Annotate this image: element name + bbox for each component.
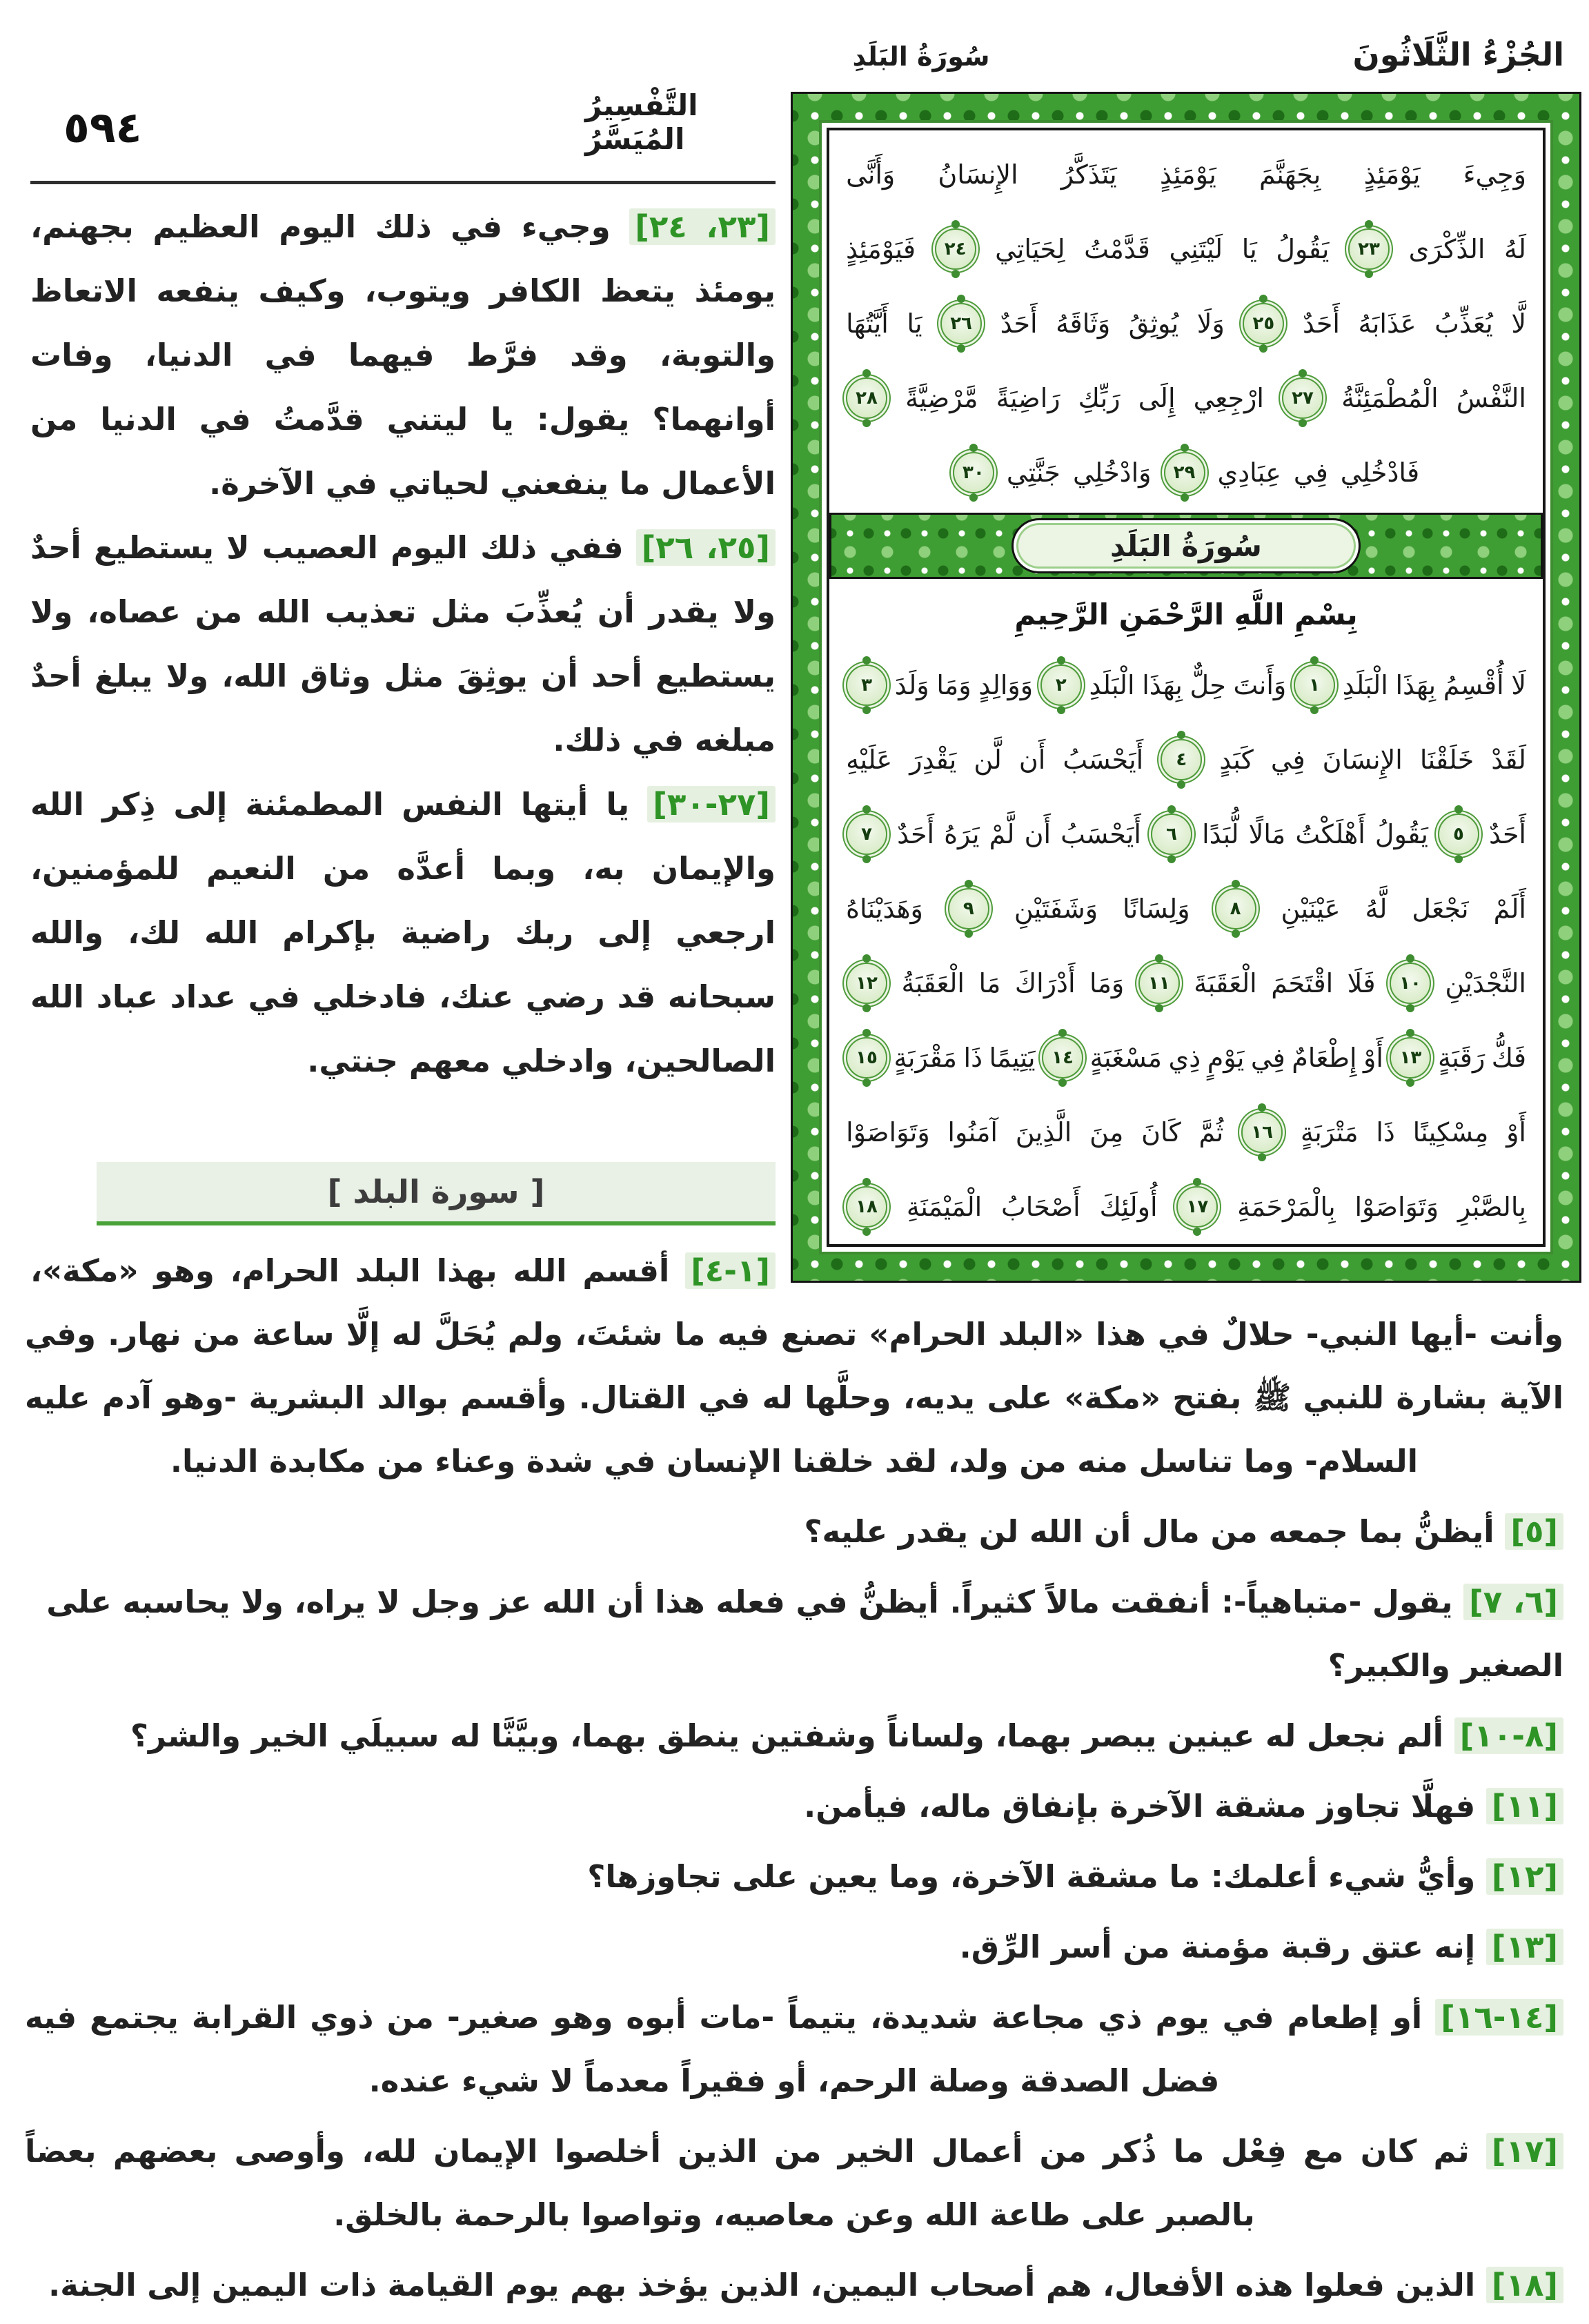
quran-word: بِهَذَا [1142,670,1183,700]
verse-ref-badge: [١٢] [1486,1858,1563,1895]
quran-word: وَلِسَانًا [1123,894,1190,924]
commentary-paragraph: [١٨] الذين فعلوا هذه الأفعال، هم أصحاب اليمين، الذين يؤخذ بهم يوم القيامة ذات اليمين إلى الجنة. [25,2254,1563,2317]
quran-word: لَهُ [1504,234,1526,264]
ayah-number-medallion: ٣٠ [953,452,994,493]
ayah-number-medallion: ٧ [846,814,887,855]
verse-ref-badge: [٥] [1505,1513,1563,1550]
quran-word: كَانَ [1141,1117,1181,1148]
quran-word: اقْتَحَمَ [1271,968,1334,998]
quran-word: بِالْمَرْحَمَةِ [1237,1192,1336,1222]
quran-word: يَا [907,308,922,339]
ayah-number-medallion: ٢٩ [1164,452,1205,493]
quran-word: لَّن [974,745,1002,775]
surah-banner [829,513,1543,579]
quran-frame [791,92,1581,1283]
ayah-number-medallion: ٢٥ [1243,303,1284,344]
quran-word: فَيَوْمَئِذٍ [846,234,916,264]
quran-line [846,1021,1526,1095]
quran-line [846,137,1526,212]
quran-word: ذَا [963,1043,983,1073]
commentary-paragraph: [١٤-١٦] أو إطعام في يوم ذي مجاعة شديدة، يتيماً -مات أبوه وهو صغير- من ذوي القرابة يجتمع فيه فضل الصدقة وصلة الرحم، أو فقيراً معدماً لا شيء عنده. [25,1986,1563,2113]
quran-word: أَوْ [1506,1117,1526,1148]
quran-word: مَسْغَبَةٍ [1089,1043,1163,1073]
quran-word: إِطْعَامٌ [1292,1043,1357,1073]
quran-word: ذَا [1376,1117,1395,1148]
quran-word: وَشَفَتَيْنِ [1014,894,1098,924]
quran-word: الْعَقَبَةَ [1194,968,1257,998]
quran-word: يَتِيمًا [989,1043,1036,1073]
quran-word: أُقْسِمُ [1443,670,1504,700]
quran-line [846,1170,1526,1244]
quran-word: لَيْتَنِي [1169,234,1223,264]
quran-word: يُعَذِّبُ [1434,308,1493,339]
quran-word: وَتَوَاصَوْا [846,1117,930,1148]
full-paragraph-list [25,1500,1563,2317]
quran-word: مَا [978,968,1001,998]
quran-word: لَّمْ [989,819,1015,849]
commentary-paragraph: [١٣] إنه عتق رقبة مؤمنة من أسر الرِّق. [25,1916,1563,1979]
quran-word: الَّذِينَ [1015,1117,1072,1148]
verse-ref-badge: [٨-١٠] [1454,1717,1563,1754]
quran-word: أَيَحْسَبُ [1063,745,1144,775]
ayah-number-medallion: ١٧ [1176,1186,1218,1228]
quran-word: ثُمَّ [1198,1117,1224,1148]
quran-line [846,797,1526,872]
quran-word: آمَنُوا [947,1117,998,1148]
ayah-number-medallion: ١٤ [1042,1037,1083,1079]
quran-word: الْعَقَبَةُ [901,968,965,998]
quran-word: الْبَلَدِ [1342,670,1388,700]
quran-word: يَقُولُ [1374,819,1428,849]
header-rule [30,181,776,184]
quran-line [846,361,1526,435]
quran-word: يَوْمَئِذٍ [1159,159,1216,190]
side-commentary-column [30,195,776,1093]
quran-line [846,1095,1526,1170]
quran-word: أَن [1024,819,1052,849]
ayah-number-medallion: ١١ [1138,963,1180,1004]
quran-word: مَّرْضِيَّةً [905,383,978,413]
quran-word: لُّبَدًا [1202,819,1239,849]
quran-word: لِحَيَاتِي [995,234,1065,264]
quran-line [846,872,1526,946]
ayah-number-medallion: ٢٣ [1348,228,1390,270]
commentary-paragraph: [١٢] وأيُّ شيء أعلمك: ما مشقة الآخرة، وما يعين على تجاوزها؟ [25,1845,1563,1909]
ayah-number-medallion: ١ [1294,664,1335,706]
quran-word: عَلَيْهِ [846,745,893,775]
quran-word: النَّفْسُ [1456,383,1526,413]
commentary-paragraph: [١١] فهلَّا تجاوز مشقة الآخرة بإنفاق ماله، فيأمن. [25,1775,1563,1838]
quran-word: مَالًا [1248,819,1286,849]
quran-word: كَبَدٍ [1219,745,1254,775]
quran-line [846,722,1526,797]
quran-word: إِلَى [1138,383,1176,413]
quran-word: يُوثِقُ [1128,308,1179,339]
quran-line [846,435,1526,510]
quran-word: جَنَّتِي [1006,457,1060,488]
verse-ref-badge: [١٤-١٦] [1435,1999,1563,2036]
commentary-intro-text: أقسم الله بهذا البلد الحرام، وهو «مكة»، [30,1252,670,1289]
ayah-number-medallion: ٤ [1161,739,1202,780]
quran-word: وَلَدَ [894,670,929,700]
quran-word: أَوْ [1363,1043,1383,1073]
quran-word: أَيَحْسَبُ [1060,819,1141,849]
quran-word: وَوَالِدٍ [978,670,1034,700]
commentary-intro-line [30,1239,776,1303]
quran-word: فَادْخُلِي [1340,457,1420,488]
quran-word: لَقَدْ [1491,745,1526,775]
ayah-number-medallion: ٥ [1438,814,1479,855]
quran-word: وَثَاقَهُ [1056,308,1111,339]
quran-word: وَلَا [1196,308,1225,339]
quran-word: يَتَذَكَّرُ [1060,159,1117,190]
quran-word: وَهَدَيْنَاهُ [846,894,923,924]
quran-line [846,212,1526,286]
surah-banner-cartouche: سُورَةُ البَلَدِ [1011,518,1361,573]
quran-word: ذِي [1168,1043,1201,1073]
verse-ref-badge: [٢٥، ٢٦] [636,529,776,566]
quran-word: وَأَنَّى [846,159,896,190]
ayah-number-medallion: ٢٨ [846,377,887,419]
verse-ref-badge: [١٨] [1486,2267,1563,2303]
quran-word: أَدْرَاكَ [1014,968,1076,998]
ayah-number-medallion: ٢ [1040,664,1082,706]
quran-word: أَيَّتُهَا [846,308,889,339]
ayah-number-medallion: ١٥ [846,1037,887,1079]
quran-word: بِهَذَا [1395,670,1437,700]
quran-line [846,648,1526,722]
quran-word: بِالصَّبْرِ [1457,1192,1526,1222]
quran-word: مِنَ [1089,1117,1124,1148]
quran-word: عَذَابَهُ [1358,308,1417,339]
quran-word: فِي [1293,457,1328,488]
quran-word: بِجَهَنَّمَ [1259,159,1321,190]
quran-word: مَتْرَبَةٍ [1300,1117,1359,1148]
commentary-paragraph: [٥] أيظنُّ بما جمعه من مال أن الله لن يقدر عليه؟ [25,1500,1563,1564]
commentary-paragraph: [٢٥، ٢٦] ففي ذلك اليوم العصيب لا يستطيع أحدٌ ولا يقدر أن يُعذِّبَ مثل تعذيب الله من عصاه، ولا يستطيع أحد أن يوثِقَ مثل وثاق الله، ولا يبلغ أحدٌ مبلغه في ذلك. [30,529,776,758]
quran-word: أَحَدٌ [1000,308,1038,339]
quran-word: أَحَدٌ [1489,819,1526,849]
quran-word: الْبَلَدِ [1089,670,1135,700]
verse-ref-badge: [٦، ٧] [1463,1584,1563,1620]
quran-word: يَقْدِرَ [909,745,957,775]
quran-word: وَادْخُلِي [1072,457,1152,488]
quran-word: يَا [1241,234,1257,264]
ayah-number-medallion: ١٦ [1241,1112,1283,1153]
quran-word: مِسْكِينًا [1412,1117,1489,1148]
quran-word: أَحَدٌ [897,819,935,849]
surah-title-top: سُورَةُ البَلَدِ [852,41,990,72]
quran-word: أَهْلَكْتُ [1295,819,1365,849]
quran-word: وَمَا [1089,968,1125,998]
commentary-paragraph: [٨-١٠] ألم نجعل له عينين يبصر بهما، ولساناً وشفتين ينطق بهما، وبيَّنَّا له سبيلَي الخير والشر؟ [25,1704,1563,1768]
quran-word: النَّجْدَيْنِ [1445,968,1526,998]
quran-word: أُولَئِكَ [1099,1192,1158,1222]
quran-word: الذِّكْرَى [1408,234,1486,264]
ayah-number-medallion: ٣ [846,664,887,706]
quran-word: لَّا [1511,308,1526,339]
verse-ref-badge: [١-٤] [685,1252,776,1289]
quran-word: عِبَادِي [1217,457,1281,488]
ayah-number-medallion: ٨ [1215,888,1256,929]
quran-word: حِلٌّ [1190,670,1226,700]
quran-word: أَن [1018,745,1046,775]
quran-word: أَلَمْ [1493,894,1526,924]
verse-ref-badge: [١٣] [1486,1929,1563,1965]
quran-word: فَلَا [1347,968,1376,998]
quran-word: نَجْعَل [1412,894,1469,924]
quran-text-area [827,128,1546,1247]
quran-word: رَقَبَةٍ [1437,1043,1486,1073]
quran-word: أَصْحَابُ [1001,1192,1080,1222]
surah-section-header: [ سورة البلد ] [97,1162,776,1225]
quran-line [846,286,1526,361]
quran-word: أَحَدٌ [1302,308,1340,339]
quran-word: وَأَنتَ [1233,670,1287,700]
commentary-paragraph: [٦، ٧] يقول -متباهياً-: أنفقت مالاً كثيراً. أيظنُّ في فعله هذا أن الله عز وجل لا يراه، ولا يحاسبه على الصغير والكبير؟ [46,1584,1563,1684]
ayah-number-medallion: ١٠ [1390,963,1431,1004]
basmala: بِسْمِ اللَّهِ الرَّحْمَنِ الرَّحِيمِ [1014,598,1358,631]
ayah-number-medallion: ٦ [1151,814,1192,855]
quran-word: الإِنسَانَ [1322,745,1403,775]
quran-word: قَدَّمْتُ [1084,234,1150,264]
ayah-number-medallion: ١٢ [846,963,887,1004]
quran-word: الْمَيْمَنَةِ [906,1192,983,1222]
quran-word: عَيْنَيْنِ [1281,894,1341,924]
ayah-number-medallion: ١٣ [1390,1037,1431,1079]
quran-word: رَبِّكِ [1078,383,1121,413]
quran-word: وَجِيءَ [1463,159,1526,190]
ayah-number-medallion: ٩ [948,888,989,929]
quran-word: فِي [1250,1043,1285,1073]
quran-word: فَكُّ [1491,1043,1526,1073]
quran-word: يَرَهُ [944,819,980,849]
commentary-paragraph: [١٧] ثم كان مع فِعْل ما ذُكر من أعمال الخير من الذين أخلصوا الإيمان لله، وأوصى بعضهم بعضاً بالصبر على طاعة الله وعن معاصيه، وتواصوا بالرحمة بالخلق. [25,2120,1563,2247]
quran-word: يَوْمَئِذٍ [1363,159,1421,190]
quran-line [846,946,1526,1021]
commentary-paragraph: [٢٧-٣٠] يا أيتها النفس المطمئنة إلى ذِكر الله والإيمان به، وبما أعدَّه من النعيم للمؤمنين، ارجعي إلى ربك راضية بإكرام الله لك، والله سبحانه قد رضي عنك، فادخلي في عداد عباد الله الصالحين، وادخلي معهم جنتي. [30,786,776,1079]
verse-ref-badge: [٢٣، ٢٤] [629,208,776,245]
verse-ref-badge: [١١] [1486,1788,1563,1824]
quran-word: يَوْمٍ [1207,1043,1245,1073]
ayah-number-medallion: ١٨ [846,1186,887,1228]
quran-lines-before-banner [846,137,1526,510]
ayah-number-medallion: ٢٧ [1282,377,1323,419]
verse-ref-badge: [٢٧-٣٠] [647,786,776,823]
quran-word: رَاضِيَةً [996,383,1060,413]
quran-word: فِي [1270,745,1305,775]
quran-word: ارْجِعِي [1193,383,1264,413]
ayah-number-medallion: ٢٦ [940,303,982,344]
quran-word: لَّهُ [1365,894,1388,924]
quran-lines-after-banner [846,648,1526,1244]
quran-word: وَتَوَاصَوْا [1354,1192,1439,1222]
full-commentary-column [25,1303,1563,2324]
quran-word: وَمَا [936,670,971,700]
quran-word: الإِنسَانُ [938,159,1018,190]
ayah-number-medallion: ٢٤ [935,228,976,270]
quran-word: يَقُولُ [1276,234,1330,264]
quran-word: مَقْرَبَةٍ [894,1043,958,1073]
commentary-paragraph: [٢٣، ٢٤] وجيء في ذلك اليوم العظيم بجهنم، يومئذ يتعظ الكافر ويتوب، وكيف ينفعه الاتعاظ والتوبة، وقد فرَّط فيهما في الدنيا، وفات أوانهما؟ يقول: يا ليتني قدَّمتُ في الدنيا من الأعمال ما ينفعني لحياتي في الآخرة. [30,208,776,502]
quran-word: الْمُطْمَئِنَّةُ [1341,383,1439,413]
juz-title: الجُزْءُ الثَّلَاثُونَ [1352,36,1564,73]
commentary-paragraph: وأنت -أيها النبي- حلالٌ في هذا «البلد الحرام» تصنع فيه ما شئتَ، ولم يُحَلَّ له إلَّا ساعة من نهار. وفي الآية بشارة للنبي ﷺ بفتح «مكة» على يديه، وحلَّها له في القتال. وأقسم بوالد البشرية -وهو آدم عليه السلام- وما تناسل منه من ولد، لقد خلقنا الإنسان في شدة وعناء من مكابدة الدنيا. [25,1316,1563,1479]
quran-word: خَلَقْنَا [1419,745,1474,775]
quran-word: لَا [1511,670,1526,700]
book-title: التَّفْسِيرُ المُيَسَّرُ [585,88,698,156]
page-number: ٥٩٤ [63,102,142,152]
verse-ref-badge: [١٧] [1486,2133,1563,2169]
